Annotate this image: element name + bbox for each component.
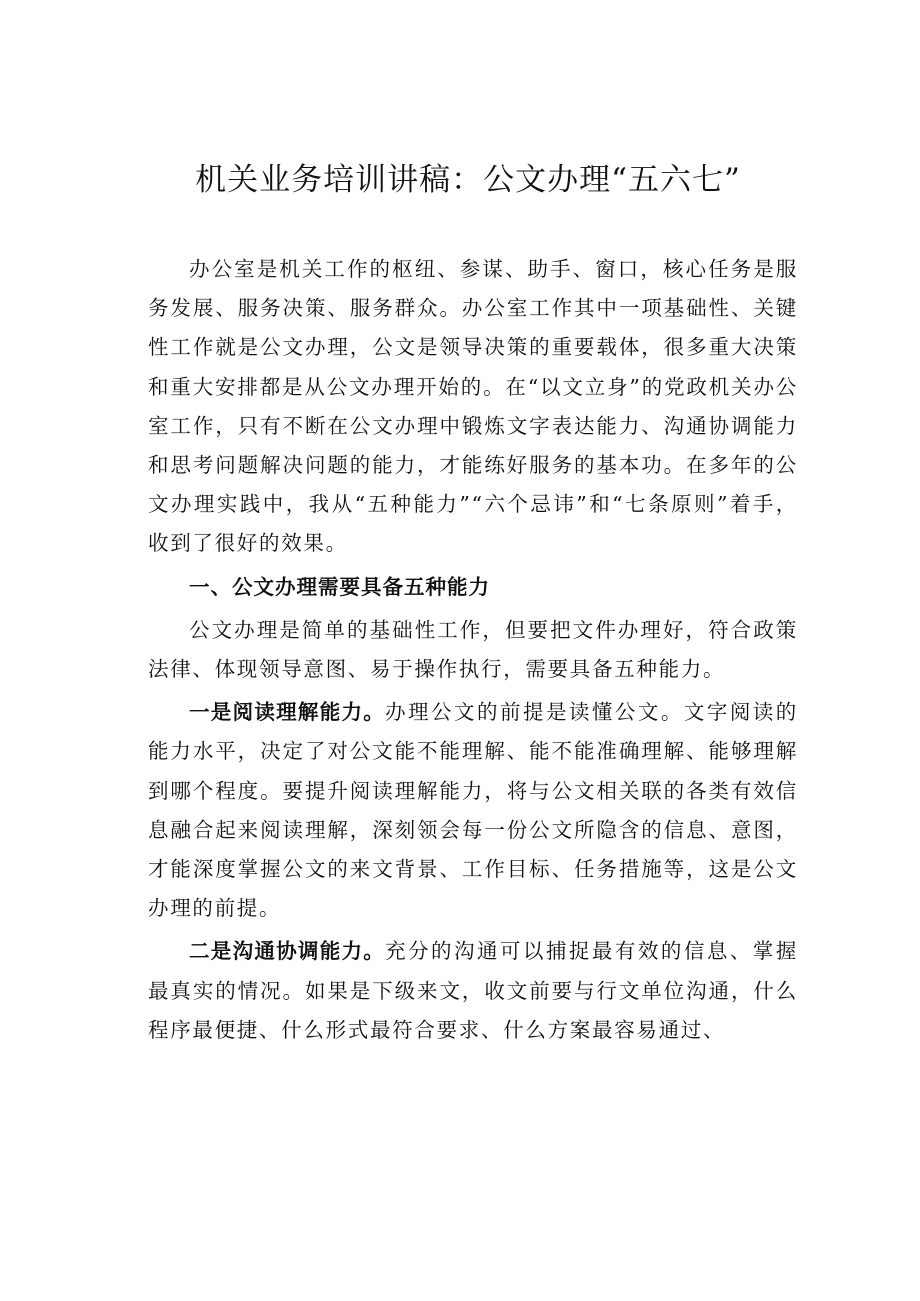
document-title: 机关业务培训讲稿：公文办理“五六七” — [195, 162, 741, 198]
document-page — [148, 160, 798, 1050]
intro-paragraph: 办公室是机关工作的枢纽、参谋、助手、窗口，核心任务是服务发展、服务决策、服务群众。办公室工作其中一项基础性、关键性工作就是公文办理，公文是领导决策的重要载体，很多重大决策和重大安排都是从公文办理开始的。在“以文立身”的党政机关办公室工作，只有不断在公文办理中锻炼文字表达能力、沟通协调能力和思考问题解决问题的能力，才能练好服务的基本功。在多年的公文办理实践中，我从“五种能力”“六个忌讳”和“七条原则”着手，收到了很好的效果。 — [148, 257, 798, 556]
section-summary-paragraph: 公文办理是简单的基础性工作，但要把文件办理好，符合政策法律、体现领导意图、易于操作执行，需要具备五种能力。 — [148, 617, 798, 682]
ability-paragraph-reading — [148, 693, 798, 928]
ability-lead-reading: 一是阅读理解能力。 — [189, 700, 386, 725]
ability-lead-communication: 二是沟通协调能力。 — [189, 939, 386, 964]
section-heading: 一、公文办理需要具备五种能力 — [189, 574, 490, 599]
document-body — [148, 250, 798, 1050]
ability-paragraph-communication — [148, 932, 798, 1050]
ability-text-communication: 充分的沟通可以捕捉最有效的信息、掌握最真实的情况。如果是下级来文，收文前要与行文单位沟通，什么程序最便捷、什么形式最符合要求、什么方案最容易通过、 — [148, 939, 798, 1042]
ability-text-reading: 办理公文的前提是读懂公文。文字阅读的能力水平，决定了对公文能不能理解、能不能准确理解、能够理解到哪个程度。要提升阅读理解能力，将与公文相关联的各类有效信息融合起来阅读理解，深刻领会每一份公文所隐含的信息、意图，才能深度掌握公文的来文背景、工作目标、任务措施等，这是公文办理的前提。 — [148, 700, 798, 921]
